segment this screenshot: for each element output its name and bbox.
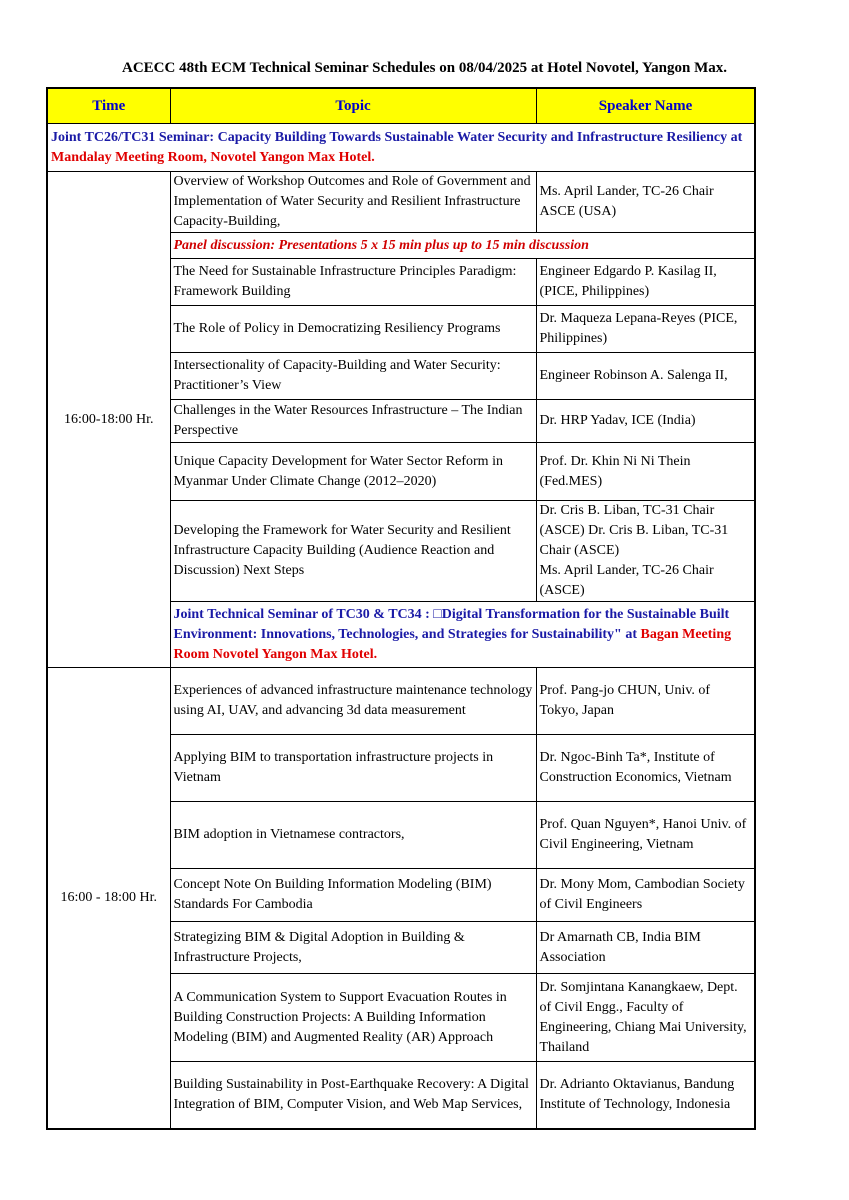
topic-cell: Intersectionality of Capacity-Building and Water Security: Practitioner’s View [170, 353, 536, 400]
page-title: ACECC 48th ECM Technical Seminar Schedules on 08/04/2025 at Hotel Novotel, Yangon Max. [121, 60, 728, 76]
speaker-cell: Engineer Robinson A. Salenga II, [536, 353, 755, 400]
panel-note: Panel discussion: Presentations 5 x 15 min plus up to 15 min discussion [170, 233, 755, 259]
header-row [47, 88, 755, 124]
speaker-cell: Dr. Ngoc-Binh Ta*, Institute of Construction Economics, Vietnam [536, 735, 755, 802]
speaker-cell: Ms. April Lander, TC-26 Chair ASCE (USA) [536, 172, 755, 233]
topic-cell: BIM adoption in Vietnamese contractors, [170, 802, 536, 869]
speaker-cell: Dr. Maqueza Lepana-Reyes (PICE, Philippines) [536, 306, 755, 353]
speaker-cell: Dr. Somjintana Kanangkaew, Dept. of Civil Engg., Faculty of Engineering, Chiang Mai University, Thailand [536, 974, 755, 1062]
header-time: Time [47, 88, 170, 124]
table-row [47, 172, 755, 233]
speaker-line: Ms. April Lander, TC-26 Chair (ASCE) [539, 563, 714, 598]
speaker-cell: Prof. Quan Nguyen*, Hanoi Univ. of Civil Engineering, Vietnam [536, 802, 755, 869]
topic-cell: Unique Capacity Development for Water Sector Reform in Myanmar Under Climate Change (2012–2020) [170, 443, 536, 501]
topic-cell: A Communication System to Support Evacuation Routes in Building Construction Projects: A Building Information Modeling (BIM) and Augmented Reality (AR) Approach [170, 974, 536, 1062]
topic-cell: Building Sustainability in Post-Earthquake Recovery: A Digital Integration of BIM, Computer Vision, and Web Map Services, [170, 1062, 536, 1129]
time-cell: 16:00 - 18:00 Hr. [47, 668, 170, 1129]
speaker-line: Dr. Cris B. Liban, TC-31 Chair (ASCE) Dr. Cris B. Liban, TC-31 Chair (ASCE) [539, 503, 729, 558]
topic-cell: The Role of Policy in Democratizing Resiliency Programs [170, 306, 536, 353]
topic-cell: Overview of Workshop Outcomes and Role of Government and Implementation of Water Security and Resilient Infrastructure Capacity-Building, [170, 172, 536, 233]
time-cell: 16:00-18:00 Hr. [47, 172, 170, 668]
topic-cell: The Need for Sustainable Infrastructure Principles Paradigm: Framework Building [170, 259, 536, 306]
session-heading-cell [47, 124, 755, 172]
speaker-cell: Dr. HRP Yadav, ICE (India) [536, 400, 755, 443]
session-heading-text: Joint Technical Seminar of TC30 & TC34 : □Digital Transformation for the Sustainable Built Environment: Innovations, Technologies, and Strategies for Sustainability" at [173, 606, 730, 642]
session-venue: Mandalay Meeting Room, Novotel Yangon Max Hotel. [51, 149, 375, 165]
topic-cell: Applying BIM to transportation infrastructure projects in Vietnam [170, 735, 536, 802]
speaker-cell: Engineer Edgardo P. Kasilag II, (PICE, Philippines) [536, 259, 755, 306]
speaker-cell: Prof. Pang-jo CHUN, Univ. of Tokyo, Japan [536, 668, 755, 735]
session-heading [47, 124, 755, 172]
schedule-table [46, 87, 756, 1130]
session-heading-text: Joint TC26/TC31 Seminar: Capacity Building Towards Sustainable Water Security and Infrastructure Resiliency at [51, 129, 743, 145]
speaker-cell: Prof. Dr. Khin Ni Ni Thein (Fed.MES) [536, 443, 755, 501]
topic-cell: Strategizing BIM & Digital Adoption in Building & Infrastructure Projects, [170, 922, 536, 974]
topic-cell: Developing the Framework for Water Security and Resilient Infrastructure Capacity Building (Audience Reaction and Discussion) Next Steps [170, 501, 536, 602]
session-venue: Bagan Meeting Room Novotel Yangon Max Hotel. [173, 626, 732, 662]
session-heading-cell [170, 602, 755, 668]
topic-cell: Experiences of advanced infrastructure maintenance technology using AI, UAV, and advancing 3d data measurement [170, 668, 536, 735]
speaker-cell: Dr. Mony Mom, Cambodian Society of Civil Engineers [536, 869, 755, 922]
speaker-cell: Dr Amarnath CB, India BIM Association [536, 922, 755, 974]
topic-cell: Challenges in the Water Resources Infrastructure – The Indian Perspective [170, 400, 536, 443]
header-topic: Topic [170, 88, 536, 124]
speaker-cell [536, 501, 755, 602]
table-row [47, 668, 755, 735]
header-speaker: Speaker Name [536, 88, 755, 124]
topic-cell: Concept Note On Building Information Modeling (BIM) Standards For Cambodia [170, 869, 536, 922]
speaker-cell: Dr. Adrianto Oktavianus, Bandung Institute of Technology, Indonesia [536, 1062, 755, 1129]
